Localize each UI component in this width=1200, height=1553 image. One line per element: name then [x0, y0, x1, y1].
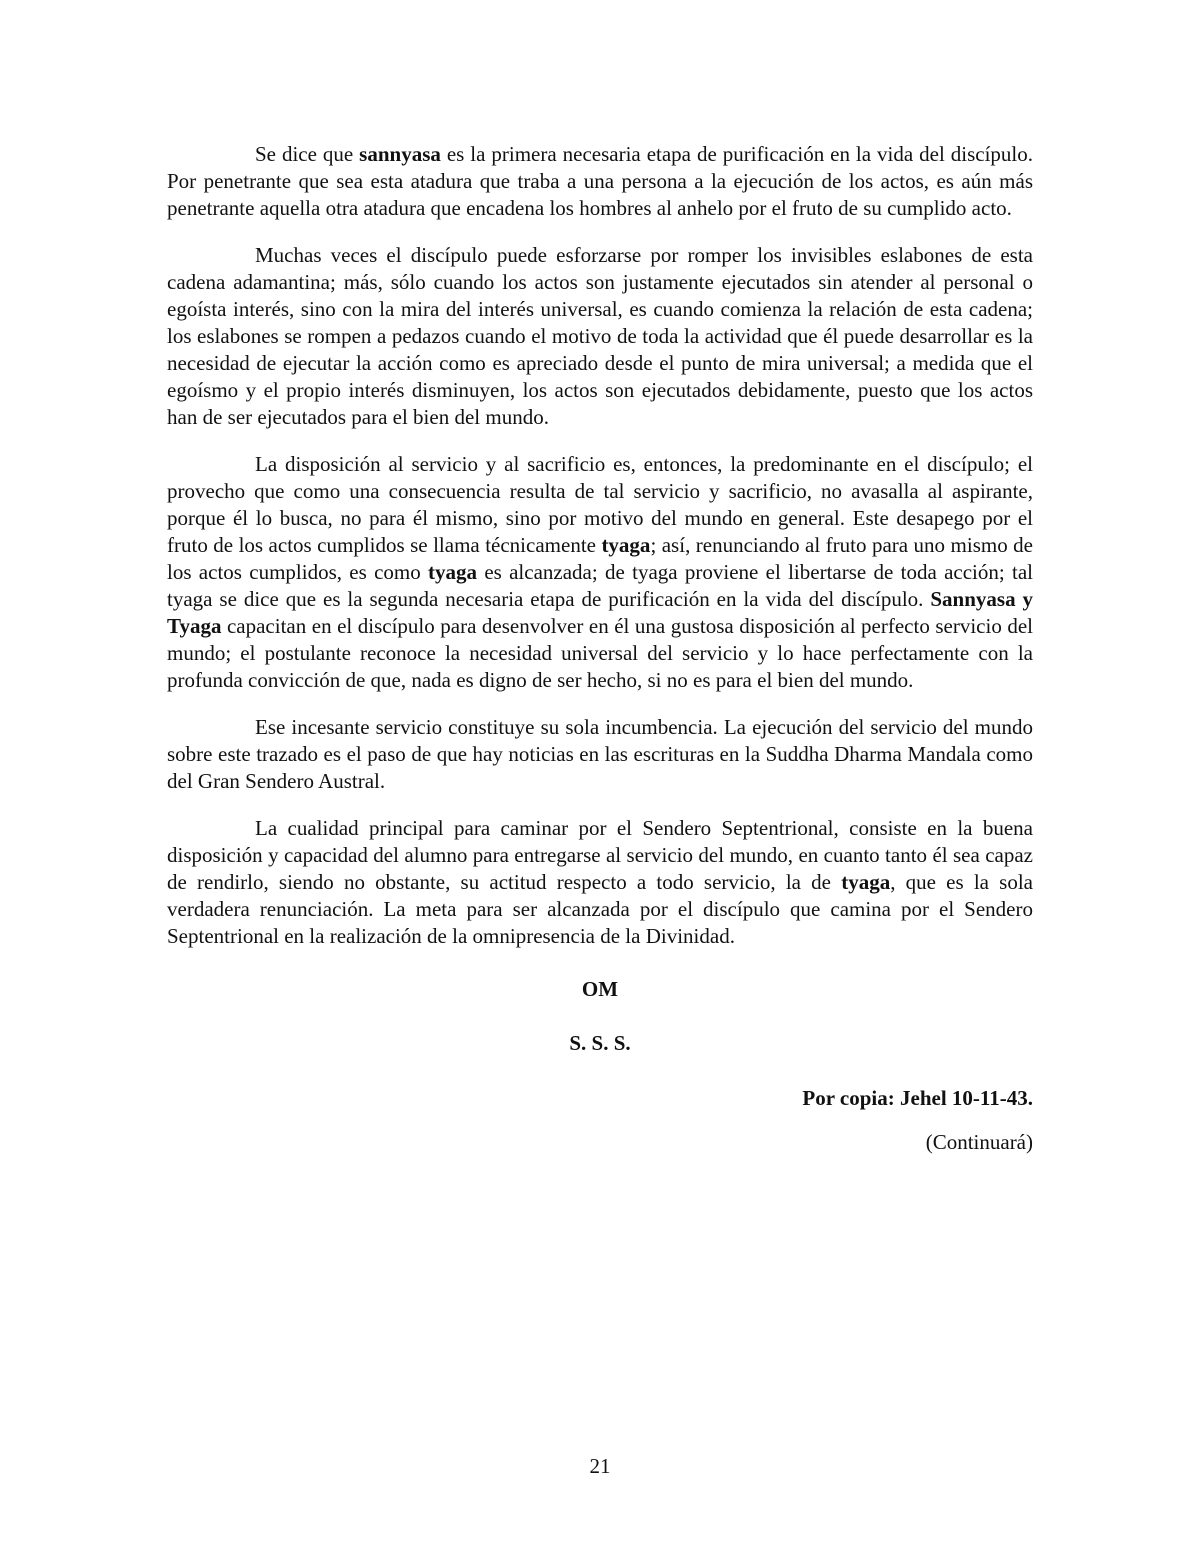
paragraph [167, 451, 1033, 694]
text-run: Ese incesante servicio constituye su sola incumbencia. La ejecución del servicio del mundo sobre este trazado es el paso de que hay noticias en las escrituras en la Suddha Dharma Mandala como del Gran Sendero Austral. [167, 715, 1033, 793]
document-body [167, 141, 1033, 1156]
bold-term: tyaga [601, 533, 651, 557]
paragraph [167, 242, 1033, 431]
paragraph [167, 141, 1033, 222]
paragraph [167, 714, 1033, 795]
text-run: capacitan en el discípulo para desenvolver en él una gustosa disposición al perfecto servicio del mundo; el postulante reconoce la necesidad universal del servicio y lo hace perfectamente con la profunda convicción de que, nada es digno de ser hecho, si no es para el bien del mundo. [167, 614, 1033, 692]
text-run: Muchas veces el discípulo puede esforzarse por romper los invisibles eslabones de esta cadena adamantina; más, sólo cuando los actos son justamente ejecutados sin atender al personal o egoísta interés, sino con la mira del interés universal, es cuando comienza la relación de esta cadena; los eslabones se rompen a pedazos cuando el motivo de toda la actividad que él puede desarrollar es la necesidad de ejecutar la acción como es apreciado desde el punto de mira universal; a medida que el egoísmo y el propio interés disminuyen, los actos son ejecutados debidamente, puesto que los actos han de ser ejecutados para el bien del mundo. [167, 243, 1033, 429]
signature-initials: S. S. S. [569, 1031, 631, 1055]
paragraph [167, 815, 1033, 950]
bold-term: Sannyasa y Tyaga [167, 587, 1034, 638]
text-run: es la primera necesaria etapa de purificación en la vida del discípulo. Por penetrante que sea esta atadura que traba a una persona a la ejecución de los actos, es aún más penetrante aquella otra atadura que encadena los hombres al anhelo por el fruto de su cumplido acto. [167, 142, 1034, 220]
page-number: 21 [589, 1454, 611, 1478]
text-run: Se dice que [255, 142, 360, 166]
text-run: , que es la sola verdadera renunciación. La meta para ser alcanzada por el discípulo que camina por el Sendero Septentrional en la realización de la omnipresencia de la Divinidad. [167, 870, 1034, 948]
text-run: La disposición al servicio y al sacrificio es, entonces, la predominante en el discípulo; el provecho que como una consecuencia resulta de tal servicio y sacrificio, no avasalla al aspirante, porque él lo busca, no para él mismo, sino por motivo del mundo en general. Este desapego por el fruto de los actos cumplidos se llama técnicamente [167, 452, 1033, 557]
bold-term: tyaga [841, 870, 891, 894]
text-run: La cualidad principal para caminar por el Sendero Septentrional, consiste en la buena disposición y capacidad del alumno para entregarse al servicio del mundo, en cuanto tanto él sea capaz de rendirlo, siendo no obstante, su actitud respecto a todo servicio, la de [167, 816, 1033, 894]
copy-attribution: Por copia: Jehel 10-11-43. [802, 1086, 1033, 1110]
bold-term: sannyasa [359, 142, 441, 166]
om-heading: OM [581, 977, 619, 1001]
bold-term: tyaga [428, 560, 478, 584]
text-run: ; así, renunciando al fruto para uno mismo de los actos cumplidos, es como [167, 533, 1033, 584]
continued-note: (Continuará) [925, 1130, 1033, 1154]
text-run: es alcanzada; de tyaga proviene el libertarse de toda acción; tal tyaga se dice que es la segunda necesaria etapa de purificación en la vida del discípulo. [167, 560, 1033, 611]
